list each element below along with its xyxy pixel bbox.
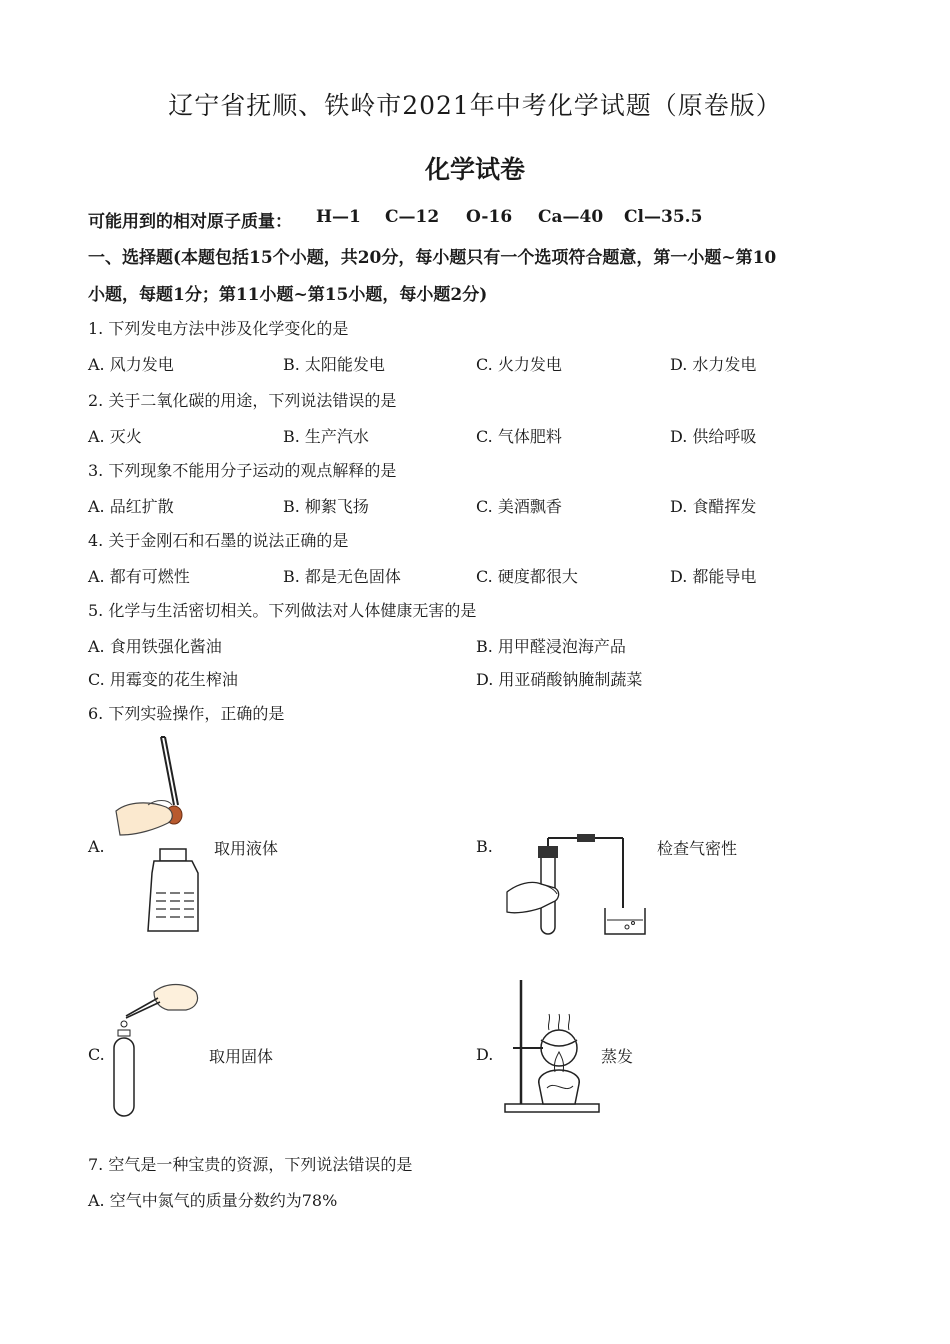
- paper-subtitle: 化学试卷: [424, 155, 525, 184]
- q6-option-b-label: 检查气密性: [657, 839, 738, 858]
- q2-option-c[interactable]: C. 气体肥料: [476, 427, 562, 446]
- dropper-liquid-figure: [108, 733, 212, 937]
- q1-option-c[interactable]: C. 火力发电: [476, 355, 562, 374]
- atomic-mass-c: C—12: [385, 207, 440, 227]
- question-3: 3. 下列现象不能用分子运动的观点解释的是: [88, 461, 397, 480]
- atomic-mass-label: 可能用到的相对原子质量：: [88, 212, 292, 232]
- q7-option-a[interactable]: A. 空气中氮气的质量分数约为78%: [88, 1191, 338, 1210]
- atomic-mass-ca: Ca—40: [538, 207, 604, 227]
- q3-option-a[interactable]: A. 品红扩散: [88, 497, 174, 516]
- atomic-mass-o: O-16: [466, 207, 513, 227]
- q6-option-d-letter[interactable]: D.: [476, 1045, 494, 1064]
- q6-option-a-letter[interactable]: A.: [88, 837, 105, 856]
- airtightness-figure: [505, 828, 655, 940]
- q1-option-b[interactable]: B. 太阳能发电: [283, 355, 385, 374]
- question-2: 2. 关于二氧化碳的用途，下列说法错误的是: [88, 391, 397, 410]
- q3-option-d[interactable]: D. 食醋挥发: [670, 497, 757, 516]
- question-6: 6. 下列实验操作，正确的是: [88, 704, 285, 723]
- q2-option-d[interactable]: D. 供给呼吸: [670, 427, 757, 446]
- question-5: 5. 化学与生活密切相关。下列做法对人体健康无害的是: [88, 601, 477, 620]
- q6-option-d-label: 蒸发: [601, 1047, 634, 1066]
- q5-option-c[interactable]: C. 用霉变的花生榨油: [88, 670, 238, 689]
- evaporation-figure: [503, 976, 603, 1116]
- q4-option-d[interactable]: D. 都能导电: [670, 567, 757, 586]
- q5-option-b[interactable]: B. 用甲醛浸泡海产品: [476, 637, 626, 656]
- q6-option-c-letter[interactable]: C.: [88, 1045, 105, 1064]
- q4-option-b[interactable]: B. 都是无色固体: [283, 567, 401, 586]
- tweezers-solid-figure: [112, 980, 202, 1120]
- page-title: 辽宁省抚顺、铁岭市2021年中考化学试题（原卷版）: [168, 91, 782, 120]
- question-4: 4. 关于金刚石和石墨的说法正确的是: [88, 531, 349, 550]
- q1-option-d[interactable]: D. 水力发电: [670, 355, 757, 374]
- atomic-mass-cl: Cl—35.5: [624, 207, 703, 227]
- q2-option-b[interactable]: B. 生产汽水: [283, 427, 369, 446]
- q3-option-c[interactable]: C. 美酒飘香: [476, 497, 562, 516]
- q6-option-c-label: 取用固体: [209, 1047, 274, 1066]
- section-heading: 一、选择题(本题包括15个小题，共20分，每小题只有一个选项符合题意，第一小题~第10: [88, 248, 777, 268]
- q4-option-a[interactable]: A. 都有可燃性: [88, 567, 190, 586]
- q3-option-b[interactable]: B. 柳絮飞扬: [283, 497, 369, 516]
- q5-option-d[interactable]: D. 用亚硝酸钠腌制蔬菜: [476, 670, 643, 689]
- q6-option-a-label: 取用液体: [214, 839, 279, 858]
- question-7: 7. 空气是一种宝贵的资源，下列说法错误的是: [88, 1155, 413, 1174]
- q1-option-a[interactable]: A. 风力发电: [88, 355, 174, 374]
- question-1: 1. 下列发电方法中涉及化学变化的是: [88, 319, 349, 338]
- section-heading-cont: 小题，每题1分；第11小题~第15小题，每小题2分): [88, 285, 488, 305]
- q5-option-a[interactable]: A. 食用铁强化酱油: [88, 637, 222, 656]
- atomic-mass-h: H—1: [316, 207, 361, 227]
- q6-option-b-letter[interactable]: B.: [476, 837, 493, 856]
- q2-option-a[interactable]: A. 灭火: [88, 427, 142, 446]
- q4-option-c[interactable]: C. 硬度都很大: [476, 567, 578, 586]
